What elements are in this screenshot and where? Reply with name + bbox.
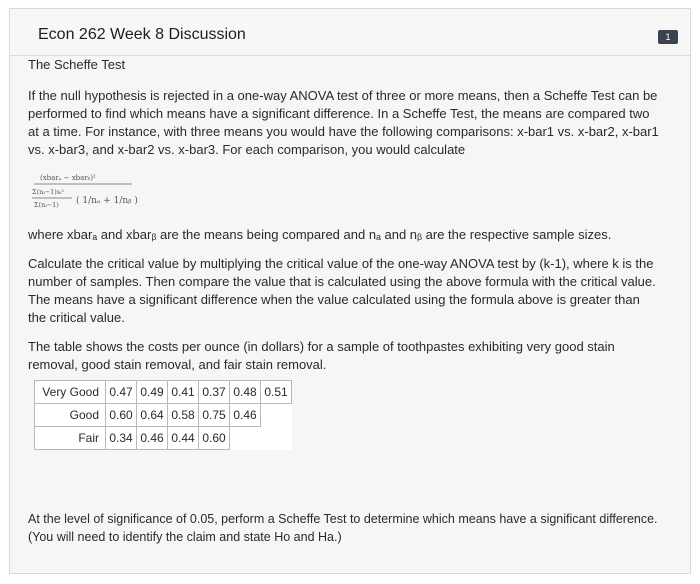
table-cell: 0.60 bbox=[106, 404, 137, 427]
formula-parenthetical: ( 1/nₐ + 1/nᵦ ) bbox=[76, 196, 138, 206]
table-cell: 0.44 bbox=[168, 427, 199, 450]
table-cell: 0.46 bbox=[230, 404, 261, 427]
table-cell: 0.37 bbox=[199, 381, 230, 404]
discussion-content bbox=[28, 56, 660, 450]
where-paragraph: where xbarₐ and xbarᵦ are the means being compared and nₐ and nᵦ are the respective sample sizes. bbox=[28, 227, 612, 242]
table-intro-paragraph: The table shows the costs per ounce (in dollars) for a sample of toothpastes exhibiting very good stain removal, good stain removal, and fair stain removal. bbox=[28, 339, 615, 372]
table-cell: 0.51 bbox=[261, 381, 292, 404]
table-cell: 0.64 bbox=[137, 404, 168, 427]
table-cell: 0.34 bbox=[106, 427, 137, 450]
intro-paragraph: If the null hypothesis is rejected in a one-way ANOVA test of three or more means, then a Scheffe Test can be performed to find which means have a significant difference. In a Scheffe Test, the means are compared two at a time. For instance, with three means you would have the following comparisons: x-bar1 vs. x-bar2, x-bar1 vs. x-bar3, and x-bar2 vs. x-bar3. For each comparison, you would calculate bbox=[28, 88, 659, 157]
table-cell: 0.60 bbox=[199, 427, 230, 450]
page-badge[interactable]: 1 bbox=[658, 30, 678, 44]
scheffe-formula bbox=[28, 170, 660, 220]
table-row bbox=[35, 381, 292, 404]
table-row bbox=[35, 427, 292, 450]
formula-denominator-top: Σ(nᵢ−1)sᵢ² bbox=[32, 188, 64, 196]
formula-graphic bbox=[28, 170, 168, 220]
question-paragraph: At the level of significance of 0.05, perform a Scheffe Test to determine which means have a significant difference. (You will need to identify the claim and state Ho and Ha.) bbox=[28, 512, 658, 544]
empty-cell bbox=[261, 427, 292, 450]
row-label-fair: Fair bbox=[35, 427, 106, 450]
table-row bbox=[35, 404, 292, 427]
table-cell: 0.75 bbox=[199, 404, 230, 427]
table-cell: 0.46 bbox=[137, 427, 168, 450]
table-cell: 0.49 bbox=[137, 381, 168, 404]
table-cell: 0.41 bbox=[168, 381, 199, 404]
formula-denominator-bottom: Σ(nᵢ−1) bbox=[34, 201, 59, 209]
table-cell: 0.47 bbox=[106, 381, 137, 404]
formula-numerator: (xbarₐ − xbarᵦ)² bbox=[40, 174, 96, 182]
empty-cell bbox=[261, 404, 292, 427]
table-cell: 0.58 bbox=[168, 404, 199, 427]
row-label-good: Good bbox=[35, 404, 106, 427]
empty-cell bbox=[230, 427, 261, 450]
page-title: Econ 262 Week 8 Discussion bbox=[38, 26, 246, 43]
page-header bbox=[10, 9, 690, 56]
critical-value-paragraph: Calculate the critical value by multiplying the critical value of the one-way ANOVA test by (k-1), where k is the number of samples. Then compare the value that is calculated using the above formula with the critical value. The means have a significant difference when the value calculated using the formula above is greater than the critical value. bbox=[28, 256, 656, 325]
toothpaste-cost-table bbox=[34, 380, 292, 450]
section-title: The Scheffe Test bbox=[28, 57, 126, 72]
table-cell: 0.48 bbox=[230, 381, 261, 404]
row-label-very-good: Very Good bbox=[35, 381, 106, 404]
